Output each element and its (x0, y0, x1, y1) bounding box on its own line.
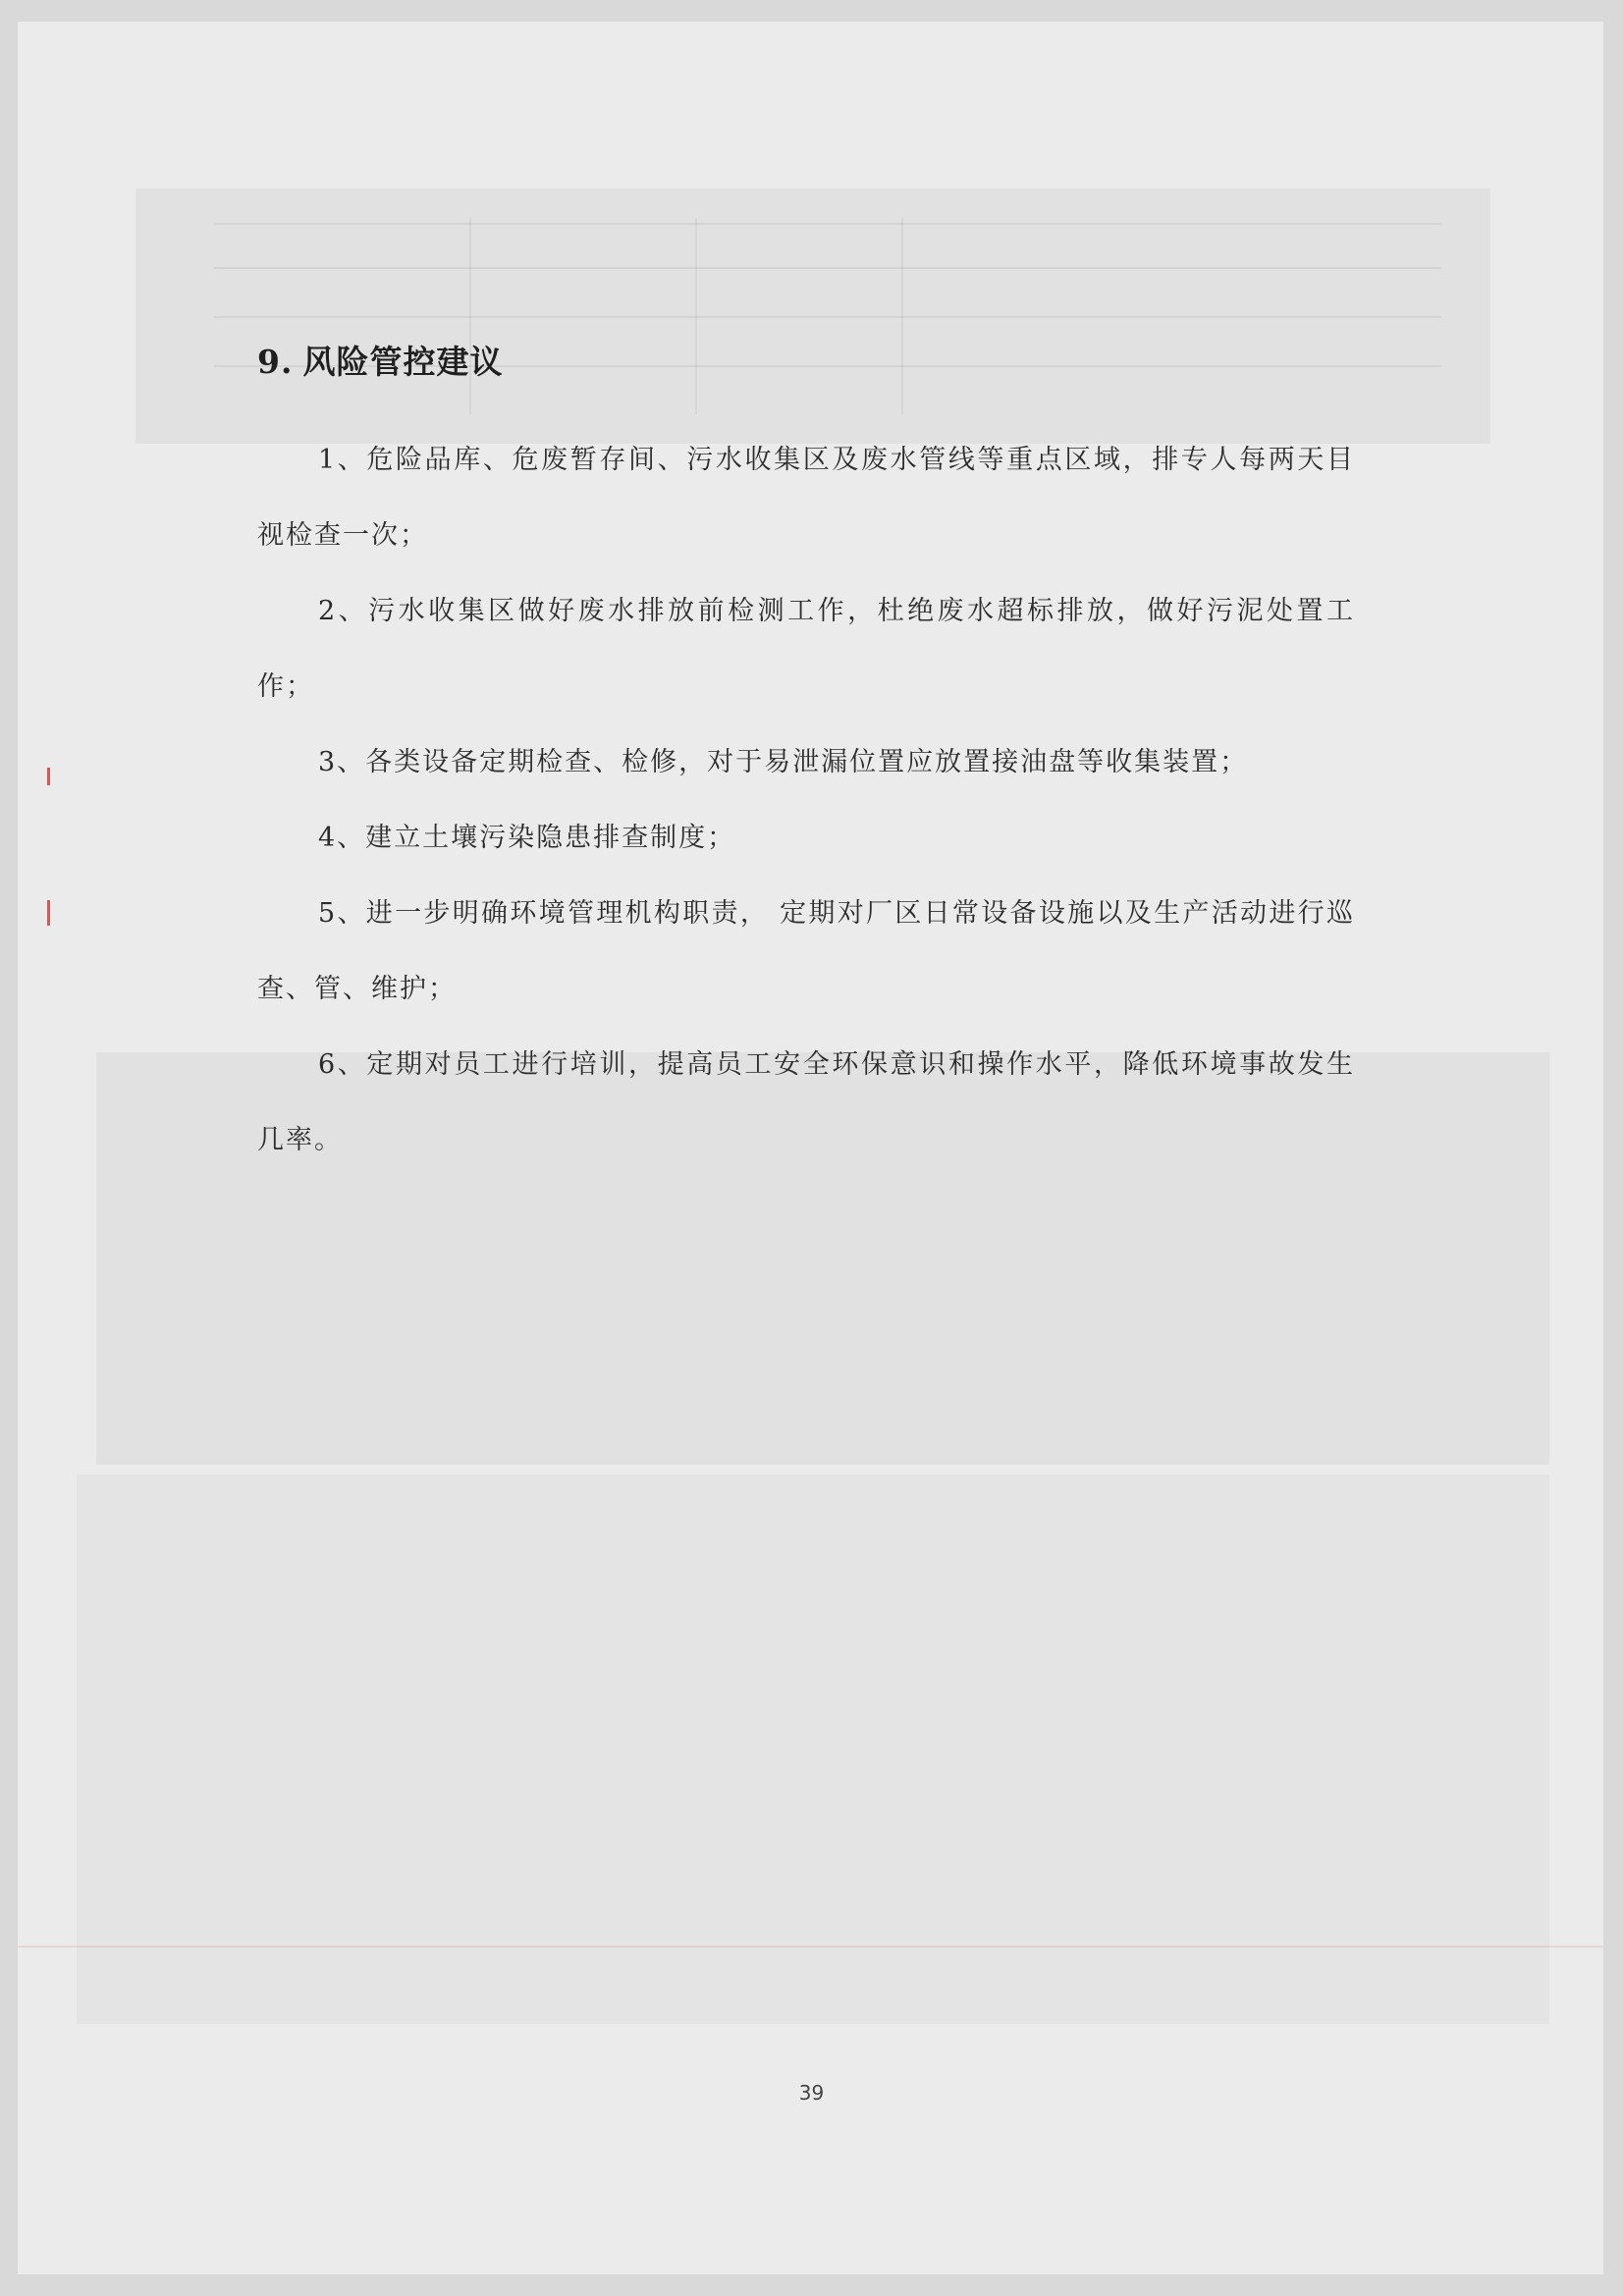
ghost-rule (214, 223, 1441, 225)
ghost-rule (901, 218, 903, 414)
section-number: 9. (257, 343, 294, 381)
ghost-rule (695, 218, 697, 414)
recommendation-item: 5、进一步明确环境管理机构职责， 定期对厂区日常设备设施以及生产活动进行巡查、管、维护； (257, 898, 1355, 1004)
red-margin-mark (47, 768, 50, 785)
ghost-rule (469, 218, 471, 414)
ghost-rule (18, 1946, 1603, 1948)
recommendation-item: 3、各类设备定期检查、检修，对于易泄漏位置应放置接油盘等收集装置； (318, 747, 1249, 777)
recommendation-item: 6、定期对员工进行培训，提高员工安全环保意识和操作水平，降低环境事故发生几率。 (257, 1049, 1355, 1155)
page-number: 39 (798, 2081, 825, 2105)
red-margin-mark (47, 900, 50, 926)
recommendation-item: 2、污水收集区做好废水排放前检测工作，杜绝废水超标排放，做好污泥处置工作； (257, 596, 1355, 702)
section-heading (257, 337, 503, 383)
ghost-rule (214, 267, 1441, 269)
recommendation-item: 1、危险品库、危废暂存间、污水收集区及废水管线等重点区域，排专人每两天目视检查一次； (257, 445, 1355, 551)
recommendation-item: 4、建立土壤污染隐患排查制度； (318, 823, 736, 853)
section-title: 风险管控建议 (302, 343, 504, 381)
recommendation-list (257, 422, 1355, 1178)
ghost-rule (214, 316, 1441, 318)
bleed-through-text-ghost (77, 1474, 1549, 2024)
